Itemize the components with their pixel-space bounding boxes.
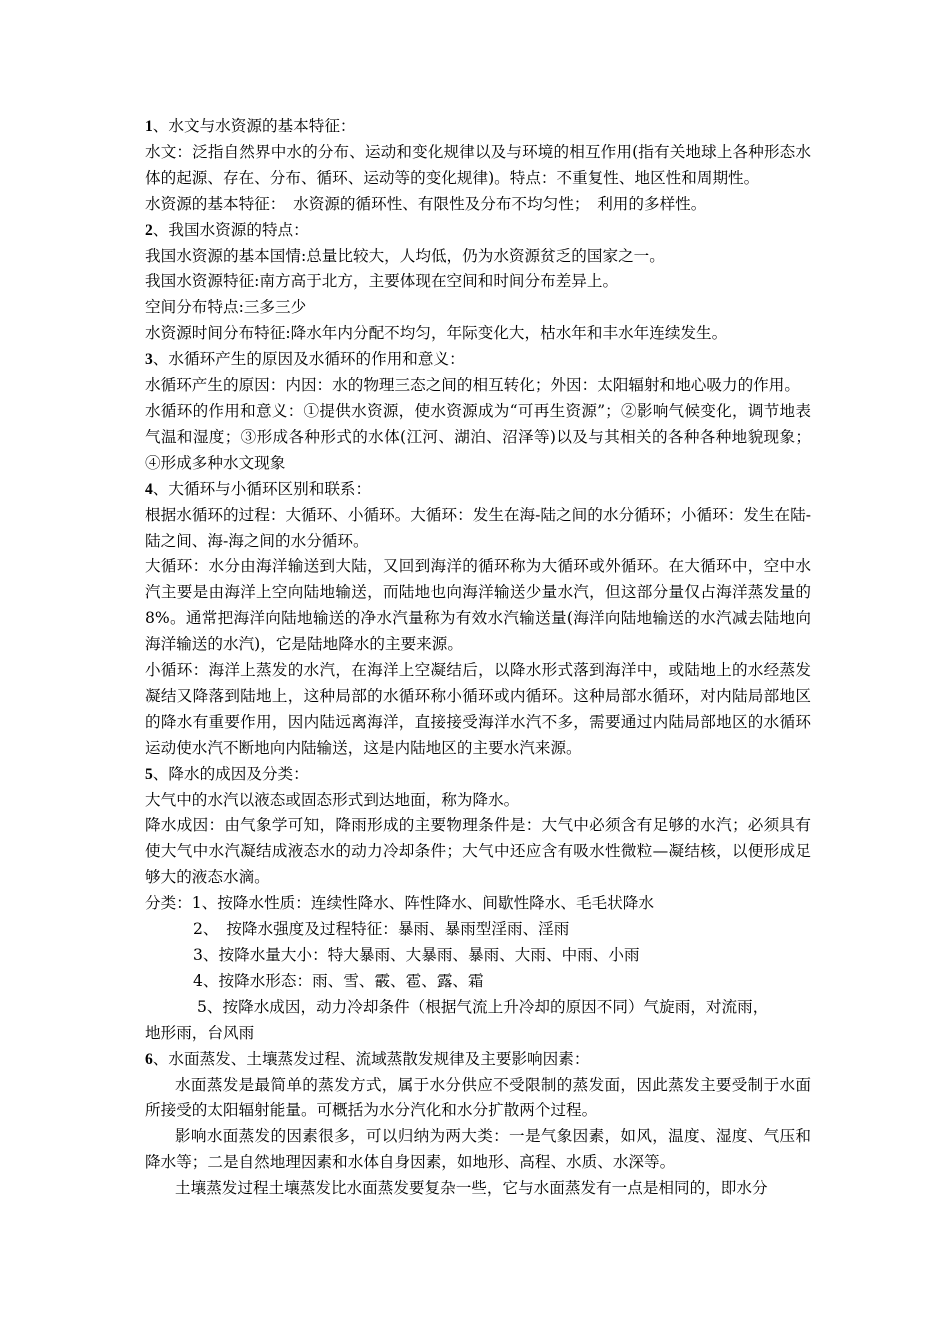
classification-item: 3、按降水量大小：特大暴雨、大暴雨、暴雨、大雨、中雨、小雨 (193, 946, 640, 964)
paragraph: 降水成因：由气象学可知，降雨形成的主要物理条件是：大气中必须含有足够的水汽；必须具有使大气中水汽凝结成液态水的动力冷却条件；大气中还应含有吸水性微粒—凝结核，以便形成足够大的液态水滴。 (145, 816, 811, 887)
paragraph: 水面蒸发是最简单的蒸发方式，属于水分供应不受限制的蒸发面，因此蒸发主要受制于水面所接受的太阳辐射能量。可概括为水分汽化和水分扩散两个过程。 (145, 1075, 811, 1120)
section-title: 、水循环产生的原因及水循环的作用和意义： (152, 350, 465, 369)
paragraph: 水资源的基本特征： 水资源的循环性、有限性及分布不均匀性； 利用的多样性。 (145, 194, 707, 213)
section-number: 3 (145, 351, 153, 369)
paragraph: 土壤蒸发过程土壤蒸发比水面蒸发要复杂一些，它与水面蒸发有一点是相同的，即水分 (175, 1179, 768, 1198)
section-4-heading (145, 477, 811, 503)
section-number: 4 (145, 480, 153, 498)
section-title: 、降水的成因及分类： (152, 764, 309, 783)
section-title: 、水文与水资源的基本特征： (152, 117, 356, 135)
paragraph: 根据水循环的过程：大循环、小循环。大循环：发生在海-陆之间的水分循环；小循环：发生在陆-陆之间、海-海之间的水分循环。 (145, 505, 811, 550)
paragraph: 空间分布特点:三多三少 (145, 298, 307, 317)
paragraph: 水文：泛指自然界中水的分布、运动和变化规律以及与环境的相互作用(指有关地球上各种形态水体的起源、存在、分布、循环、运动等的变化规律)。特点：不重复性、地区性和周期性。 (145, 142, 811, 187)
section-6-heading (145, 1047, 811, 1073)
paragraph: 水循环的作用和意义：①提供水资源，使水资源成为“可再生资源”；②影响气候变化，调节地表气温和湿度；③形成各种形式的水体(江河、湖泊、沼泽等)以及与其相关的各种各种地貌现象；④形成多种水文现象 (145, 401, 811, 472)
section-number: 6 (145, 1050, 153, 1068)
section-number: 5 (145, 765, 153, 783)
paragraph: 我国水资源的基本国情:总量比较大，人均低，仍为水资源贫乏的国家之一。 (145, 246, 665, 265)
section-title: 、我国水资源的特点： (152, 220, 309, 239)
section-title: 、水面蒸发、土壤蒸发过程、流域蒸散发规律及主要影响因素： (152, 1049, 590, 1068)
paragraph: 影响水面蒸发的因素很多，可以归纳为两大类：一是气象因素，如风，温度、湿度、气压和降水等；二是自然地理因素和水体自身因素，如地形、高程、水质、水深等。 (145, 1127, 811, 1172)
paragraph: 大循环：水分由海洋输送到大陆，又回到海洋的循环称为大循环或外循环。在大循环中，空中水汽主要是由海洋上空向陆地输送，而陆地也向海洋输送少量水汽，但这部分量仅占海洋蒸发量的 8%。通常把海洋向陆地输送的净水汽量称为有效水汽输送量(海洋向陆地输送的水汽减去陆地向海洋输送的水汽)，它是陆地降水的主要来源。 (145, 557, 811, 654)
paragraph: 水循环产生的原因：内因：水的物理三态之间的相互转化；外因：太阳辐射和地心吸力的作用。 (145, 376, 800, 395)
section-number: 2 (145, 221, 153, 239)
paragraph: 大气中的水汽以液态或固态形式到达地面，称为降水。 (145, 790, 520, 809)
section-1-heading (145, 114, 811, 140)
section-2-heading (145, 218, 811, 244)
paragraph: 小循环：海洋上蒸发的水汽，在海洋上空凝结后，以降水形式落到海洋中，或陆地上的水经蒸发凝结又降落到陆地上，这种局部的水循环称小循环或内循环。这种局部水循环，对内陆局部地区的降水有重要作用，因内陆远离海洋，直接接受海洋水汽不多，需要通过内陆局部地区的水循环运动使水汽不断地向内陆输送，这是内陆地区的主要水汽来源。 (145, 661, 811, 757)
classification-item: 分类：1、按降水性质：连续性降水、阵性降水、间歇性降水、毛毛状降水 (145, 894, 654, 913)
section-number: 1 (145, 118, 153, 135)
section-3-heading (145, 347, 811, 373)
paragraph: 我国水资源特征:南方高于北方，主要体现在空间和时间分布差异上。 (145, 272, 619, 291)
paragraph: 水资源时间分布特征:降水年内分配不均匀，年际变化大，枯水年和丰水年连续发生。 (145, 324, 728, 343)
classification-item: 4、按降水形态：雨、雪、霰、雹、露、霜 (193, 971, 484, 990)
document-body (145, 114, 811, 1202)
section-title: 、大循环与小循环区别和联系： (152, 479, 372, 498)
section-5-heading (145, 762, 811, 788)
classification-item: 2、 按降水强度及过程特征：暴雨、暴雨型淫雨、淫雨 (193, 920, 570, 939)
classification-item-continuation: 地形雨，台风雨 (145, 1023, 255, 1042)
classification-item: 5、按降水成因，动力冷却条件（根据气流上升冷却的原因不同）气旋雨，对流雨， (197, 997, 769, 1016)
